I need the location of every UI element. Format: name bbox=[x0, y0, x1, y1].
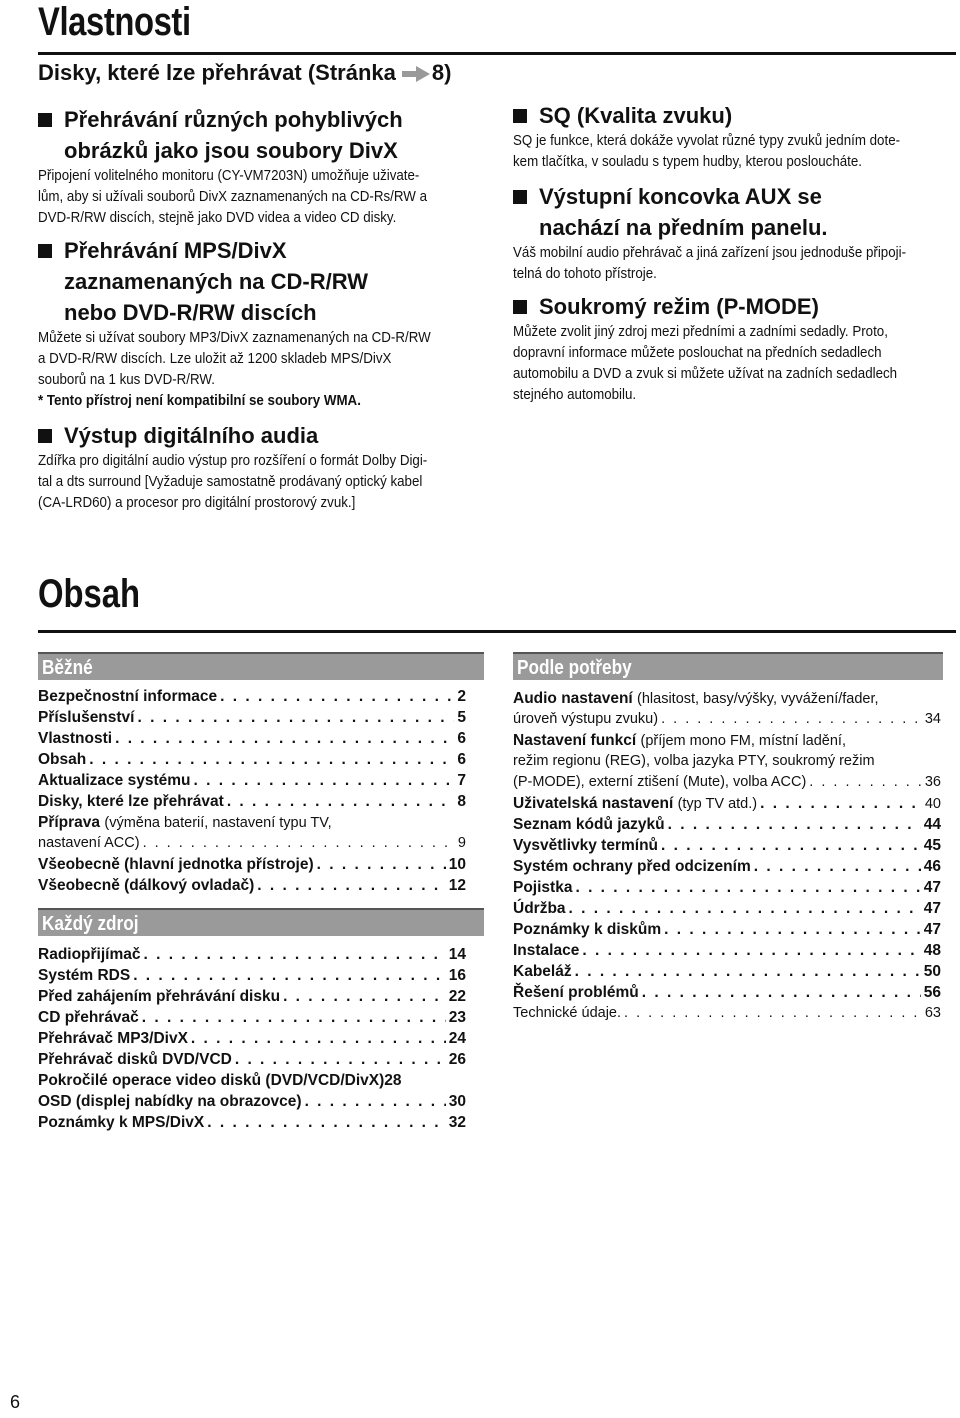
toc-entry[interactable]: Údržba . . . 47 bbox=[513, 898, 941, 919]
toc-entry[interactable]: Radiopřijímač . . . 14 bbox=[38, 944, 466, 965]
contents-divider bbox=[38, 630, 956, 633]
feature-heading: Výstup digitálního audia bbox=[38, 420, 488, 451]
feature-text-line: automobilu a DVD a zvuk si můžete užívat na zadních sedadlech bbox=[513, 366, 898, 382]
feature-text-line: Můžete si užívat soubory MP3/DivX zaznamenaných na CD-R/RW bbox=[38, 330, 431, 346]
subhead-text: Disky, které lze přehrávat (Stránka bbox=[38, 60, 396, 85]
arrow-right-icon bbox=[402, 67, 430, 81]
toc-entry-audio-cont[interactable]: úroveň výstupu zvuku) . . . 34 bbox=[513, 709, 941, 730]
square-bullet-icon bbox=[38, 244, 52, 258]
feature-text-line: SQ je funkce, která dokáže vyvolat různé typy zvuků jedním dote- bbox=[513, 133, 901, 149]
feature-digital-audio bbox=[38, 420, 488, 514]
toc-entry[interactable]: OSD (displej nabídky na obrazovce) . . . 30 bbox=[38, 1091, 466, 1112]
feature-text-line: dopravní informace můžete poslouchat na předních sedadlech bbox=[513, 345, 882, 361]
feature-text-line: lům, aby si užívali souborů DivX zaznamenaných na CD-Rs/RW a bbox=[38, 189, 428, 205]
square-bullet-icon bbox=[38, 113, 52, 127]
section-subheading bbox=[38, 60, 451, 86]
toc-entry[interactable]: Bezpečnostní informace . . . 2 bbox=[38, 686, 466, 707]
feature-text-line: souborů na 1 kus DVD-R/RW. bbox=[38, 372, 215, 388]
toc-entry[interactable]: Přehrávač MP3/DivX . . . 24 bbox=[38, 1028, 466, 1049]
toc-entry-funkci[interactable]: Nastavení funkcí (příjem mono FM, místní ladění, bbox=[513, 732, 846, 749]
feature-text-line: DVD-R/RW discích, stejně jako DVD videa a video CD disky. bbox=[38, 210, 397, 226]
feature-heading: SQ (Kvalita zvuku) bbox=[513, 100, 953, 131]
toc-entry-audio[interactable]: Audio nastavení (hlasitost, basy/výšky, vyvážení/fader, bbox=[513, 690, 879, 707]
feature-divx bbox=[38, 104, 488, 229]
toc-entry-funkci-cont[interactable]: režim regionu (REG), volba jazyka PTY, soukromý režim bbox=[513, 753, 875, 769]
square-bullet-icon bbox=[513, 300, 527, 314]
toc-entry[interactable]: Disky, které lze přehrávat . . . 8 bbox=[38, 791, 466, 812]
toc-entry-priprava[interactable]: Příprava (výměna baterií, nastavení typu TV, bbox=[38, 814, 332, 831]
band-podle-potreby: Podle potřeby bbox=[513, 652, 943, 680]
toc-entry[interactable]: Systém RDS . . . 16 bbox=[38, 965, 466, 986]
toc-entry[interactable]: Přehrávač disků DVD/VCD . . . 26 bbox=[38, 1049, 466, 1070]
toc-entry[interactable]: Vlastnosti . . . 6 bbox=[38, 728, 466, 749]
feature-text-line: a DVD-R/RW discích. Lze uložit až 1200 skladeb MPS/DivX bbox=[38, 351, 392, 367]
toc-podle-potreby bbox=[513, 688, 941, 1024]
square-bullet-icon bbox=[513, 109, 527, 123]
title-divider bbox=[38, 52, 956, 55]
feature-heading: Přehrávání různých pohyblivých obrázků jako jsou soubory DivX bbox=[38, 104, 488, 166]
feature-heading: Výstupní koncovka AUX se nachází na předním panelu. bbox=[513, 181, 953, 243]
toc-entry[interactable]: Před zahájením přehrávání disku . . . 22 bbox=[38, 986, 466, 1007]
band-bezne: Běžné bbox=[38, 652, 484, 680]
feature-text-line: Zdířka pro digitální audio výstup pro rozšíření o formát Dolby Digi- bbox=[38, 453, 428, 469]
toc-entry-technicke[interactable]: Technické údaje. . . . 63 bbox=[513, 1003, 941, 1024]
subhead-page: 8) bbox=[431, 60, 452, 85]
toc-entry-uzivatel[interactable]: Uživatelská nastavení (typ TV atd.) . . . 40 bbox=[513, 793, 941, 814]
toc-entry[interactable]: Instalace . . . 48 bbox=[513, 940, 941, 961]
feature-text-line: Připojení volitelného monitoru (CY-VM7203N) umožňuje uživate- bbox=[38, 168, 420, 184]
toc-entry[interactable]: Aktualizace systému . . . 7 bbox=[38, 770, 466, 791]
toc-entry[interactable]: Poznámky k diskům . . . 47 bbox=[513, 919, 941, 940]
toc-entry[interactable]: Pojistka . . . 47 bbox=[513, 877, 941, 898]
toc-entry[interactable]: Kabeláž . . . 50 bbox=[513, 961, 941, 982]
feature-text-line: telná do tohoto přístroje. bbox=[513, 266, 657, 282]
feature-text-line: Váš mobilní audio přehrávač a jiná zařízení jsou jednoduše připoji- bbox=[513, 245, 907, 261]
feature-aux bbox=[513, 181, 953, 285]
square-bullet-icon bbox=[513, 190, 527, 204]
feature-text-line: tal a dts surround [Vyžaduje samostatně prodávaný optický kabel bbox=[38, 474, 423, 490]
feature-heading: Přehrávání MPS/DivX zaznamenaných na CD-R/RW nebo DVD-R/RW discích bbox=[38, 235, 488, 328]
contents-title: Obsah bbox=[38, 572, 141, 616]
feature-text-line: stejného automobilu. bbox=[513, 387, 637, 403]
toc-entry[interactable]: Poznámky k MPS/DivX . . . 32 bbox=[38, 1112, 466, 1133]
feature-text-line: Můžete zvolit jiný zdroj mezi předními a zadními sedadly. Proto, bbox=[513, 324, 888, 340]
feature-text-line: (CA-LRD60) a procesor pro digitální prostorový zvuk.] bbox=[38, 495, 356, 511]
feature-text-line: kem tlačítka, v souladu s typem hudby, kterou posloucháte. bbox=[513, 154, 863, 170]
toc-entry[interactable]: Všeobecně (hlavní jednotka přístroje) . . . 10 bbox=[38, 854, 466, 875]
toc-entry[interactable]: Obsah . . . 6 bbox=[38, 749, 466, 770]
toc-entry[interactable]: Vysvětlivky termínů . . . 45 bbox=[513, 835, 941, 856]
toc-entry[interactable]: CD přehrávač . . . 23 bbox=[38, 1007, 466, 1028]
toc-kazdy-zdroj bbox=[38, 944, 466, 1133]
toc-entry[interactable]: Příslušenství . . . 5 bbox=[38, 707, 466, 728]
feature-mps-divx bbox=[38, 235, 488, 412]
toc-entry[interactable]: Seznam kódů jazyků . . . 44 bbox=[513, 814, 941, 835]
toc-entry-funkci-cont[interactable]: (P-MODE), externí ztišení (Mute), volba ACC) . . . 36 bbox=[513, 772, 941, 793]
page-title: Vlastnosti bbox=[38, 0, 191, 44]
toc-entry[interactable]: Řešení problémů . . . 56 bbox=[513, 982, 941, 1003]
band-kazdy-zdroj: Každý zdroj bbox=[38, 908, 484, 936]
toc-entry-priprava-cont[interactable]: nastavení ACC) . . . 9 bbox=[38, 833, 466, 854]
square-bullet-icon bbox=[38, 429, 52, 443]
feature-p-mode bbox=[513, 291, 953, 406]
feature-heading: Soukromý režim (P-MODE) bbox=[513, 291, 953, 322]
toc-entry[interactable]: Systém ochrany před odcizením . . . 46 bbox=[513, 856, 941, 877]
toc-bezne bbox=[38, 686, 466, 896]
feature-note: * Tento přístroj není kompatibilní se soubory WMA. bbox=[38, 393, 361, 409]
toc-entry[interactable]: Všeobecně (dálkový ovladač) . . . 12 bbox=[38, 875, 466, 896]
feature-sq bbox=[513, 100, 953, 173]
toc-entry[interactable]: Pokročilé operace video disků (DVD/VCD/DivX) 28 bbox=[38, 1072, 402, 1089]
page-number: 6 bbox=[10, 1392, 21, 1412]
